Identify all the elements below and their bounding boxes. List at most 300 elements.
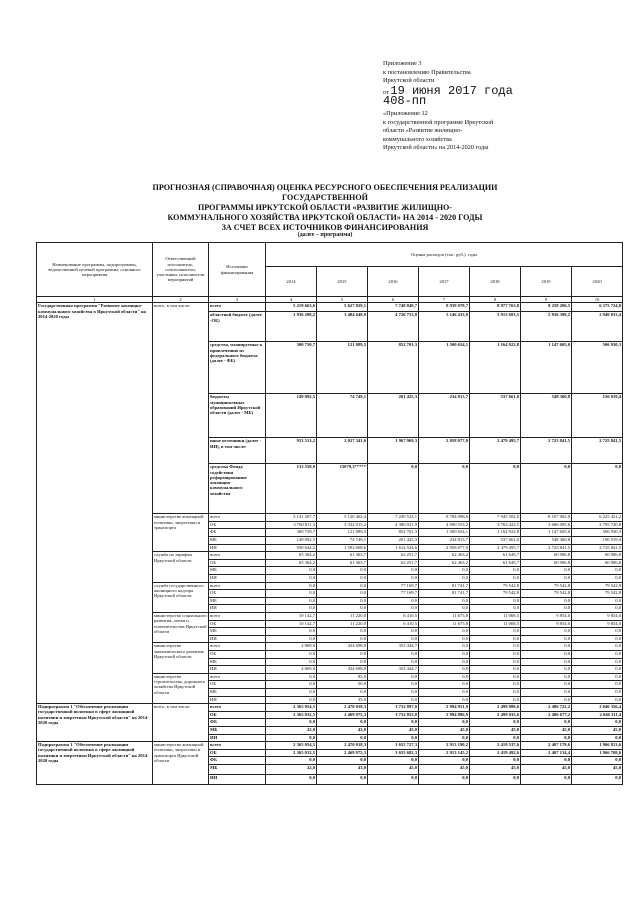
source-cell: областной бюджет (далее -ОБ) [209,312,266,342]
value-cell: 22,0 [266,726,317,734]
value-cell: 2 486 677,2 [521,711,572,719]
value-cell: 0,0 [317,658,368,666]
subprogram-name-cell: Подпрограмма 1 "Обеспечение реализации государственной политики в сфере жилищной политики и энергетики Иркутской области" на 2014-2020 годы [37,742,153,785]
col-expenses-header: Оценка расходов (тыс. руб.), годы [266,243,623,267]
value-cell: 0,0 [470,681,521,689]
source-cell: МБ [209,597,266,605]
source-cell: МБ [209,628,266,636]
value-cell: 5 146 433,9 [419,312,470,342]
value-cell: 4 380 021,9 [368,521,419,529]
value-cell: 62 251,7 [368,559,419,567]
value-cell: 79 542,8 [521,590,572,598]
value-cell: 45,0 [419,726,470,734]
table-row [37,704,623,712]
source-cell: всего [209,613,266,621]
column-number: 6 [368,297,419,303]
resource-table [36,242,623,785]
value-cell: 0,0 [470,650,521,658]
value-cell: 45,0 [368,764,419,774]
table-row [37,742,623,750]
value-cell: 0,0 [521,666,572,674]
source-cell: МБ [209,658,266,666]
appendix12-label: «Приложение 12 [383,109,428,117]
value-cell: 0,0 [521,658,572,666]
value-cell: 0,0 [266,757,317,765]
value-cell: 0,0 [368,464,419,514]
value-cell: 0,0 [266,597,317,605]
source-cell: ОБ [209,749,266,757]
value-cell: 1 500 654,1 [419,342,470,394]
value-cell: 74 749,1 [317,537,368,545]
value-cell: 0,0 [419,666,470,674]
value-cell: 85,0 [317,673,368,681]
value-cell: 0,0 [521,635,572,643]
value-cell: 0,0 [521,597,572,605]
value-cell: 0,0 [419,673,470,681]
value-cell: 537 661,0 [470,537,521,545]
value-cell: 9 854,0 [572,613,623,621]
value-cell: 3 836 298,2 [266,312,317,342]
value-cell: 196 919,4 [572,537,623,545]
value-cell: 3 332 015,2 [317,521,368,529]
column-number: 8 [470,297,521,303]
value-cell: 0,0 [572,650,623,658]
value-cell: 0,0 [368,658,419,666]
value-cell: 2 470 018,3 [317,742,368,750]
value-cell: 0,0 [419,757,470,765]
value-cell: 60 906,8 [521,552,572,560]
value-cell: 0,0 [572,734,623,742]
value-cell: 0,0 [572,774,623,784]
value-cell: 201 425,3 [368,537,419,545]
value-cell: 0,0 [266,628,317,636]
value-cell: 0,0 [470,774,521,784]
value-cell: 0,0 [572,658,623,666]
value-cell: 0,0 [521,628,572,636]
value-cell: 1 966 813,6 [572,742,623,750]
value-cell: 0,0 [317,688,368,696]
value-cell: 234 813,7 [419,394,470,438]
value-cell: 121 089,5 [317,342,368,394]
value-cell: 2 725 841,5 [572,544,623,552]
source-cell: всего [209,514,266,522]
value-cell: 0,0 [266,774,317,784]
appendix-label: Приложение 3 [383,60,422,67]
value-cell: 2 407 179,6 [521,742,572,750]
value-cell: 62 463,2 [419,552,470,560]
value-cell: 1 500 654,1 [419,529,470,537]
source-cell: ОБ [209,590,266,598]
value-cell: 45,0 [368,726,419,734]
title-line: ПРОГНОЗНАЯ (СПРАВОЧНАЯ) ОЦЕНКА РЕСУРСНОГО ОБЕСПЕЧЕНИЯ РЕАЛИЗАЦИИ ГОСУДАРСТВЕННОЙ [152,183,498,202]
value-cell: 45,0 [419,764,470,774]
value-cell: 2 913 190,2 [419,742,470,750]
resolution-number: 408-пп [383,94,427,109]
value-cell: 11 220,0 [317,620,368,628]
value-cell: 2 470 018,3 [317,704,368,712]
value-cell: 548 360,8 [521,537,572,545]
value-cell: 9 854,0 [521,620,572,628]
column-number: 4 [266,297,317,303]
value-cell: 0,0 [419,605,470,613]
source-cell: ОБ [209,521,266,529]
value-cell: 79 542,8 [470,590,521,598]
source-cell: ИИ [209,605,266,613]
value-cell: 933 513,2 [266,438,317,464]
value-cell: 11 675,8 [419,620,470,628]
value-cell: 0,0 [470,658,521,666]
value-cell: 0,0 [521,673,572,681]
value-cell: 0,0 [317,575,368,583]
value-cell: 0,0 [368,650,419,658]
value-cell: 11 675,8 [419,613,470,621]
value-cell: 2 869,0 [266,643,317,651]
source-cell: ИИ [209,666,266,674]
value-cell: 537 661,0 [470,394,521,438]
value-cell: 7 748 849,7 [368,303,419,312]
value-cell: 0,0 [419,650,470,658]
value-cell: 1 147 605,0 [521,529,572,537]
value-cell: 133 558,0 [266,464,317,514]
value-cell: 0,0 [521,575,572,583]
executor-cell: министерство экономического развития Иркутской области [153,643,209,673]
value-cell: 7 945 502,0 [470,514,521,522]
value-cell: 0,0 [521,688,572,696]
value-cell: 0,0 [419,635,470,643]
value-cell: 22,0 [266,764,317,774]
value-cell: 353 444,7 [368,643,419,651]
col-executor-header: Ответственный исполнитель, соисполнители, участники, исполнители мероприятий [153,243,209,297]
value-cell: 0,0 [317,734,368,742]
source-cell: ФБ [209,757,266,765]
year-header: 2015 [317,267,368,297]
program-ref-line: области «Развитие жилищно- [383,127,463,135]
column-number: 2 [153,297,209,303]
value-cell: 506 930,3 [572,529,623,537]
value-cell: 0,0 [266,590,317,598]
value-cell: 0,0 [419,681,470,689]
value-cell: 60 906,8 [572,559,623,567]
value-cell: 0,0 [521,605,572,613]
value-cell: 45,0 [470,764,521,774]
source-cell: МБ [209,537,266,545]
value-cell: 60 906,8 [521,559,572,567]
value-cell: 0,0 [572,628,623,636]
value-cell: 65 364,2 [266,552,317,560]
value-cell: 0,0 [521,734,572,742]
value-cell: 61 649,7 [470,552,521,560]
value-cell: 434 698,0 [317,643,368,651]
source-cell: всего [209,673,266,681]
value-cell: 2 725 841,5 [521,544,572,552]
value-cell: 9 854,0 [521,613,572,621]
value-cell: 3 404 648,9 [317,312,368,342]
value-cell: 0,0 [572,605,623,613]
column-number: 3 [209,297,266,303]
year-header: 2018 [470,267,521,297]
value-cell: 2 994 886,9 [419,711,470,719]
value-cell: 2 365 054,5 [266,742,317,750]
title-line: ЗА СЧЕТ ВСЕХ ИСТОЧНИКОВ ФИНАНСИРОВАНИЯ [221,223,429,232]
value-cell: 11 068,5 [470,620,521,628]
source-cell: иные источники (далее - ИИ), в том числе: [209,438,266,464]
source-cell: МБ [209,764,266,774]
value-cell: 0,0 [419,643,470,651]
value-cell: 81 741,7 [419,582,470,590]
value-cell: 5 141 307,7 [266,514,317,522]
program-name-cell: Государственная программа "Развитие жилищно-коммунального хозяйства в Иркутской области" на 2014-2020 годы [37,303,153,704]
column-number: 10 [572,297,623,303]
value-cell: 0,0 [521,757,572,765]
source-cell: всего [209,303,266,312]
value-cell: 0,0 [266,681,317,689]
value-cell: 0,0 [419,696,470,704]
value-cell: 2 479 495,7 [470,438,521,464]
source-cell: ФБ [209,719,266,727]
value-cell: 0,0 [572,673,623,681]
program-ref-line: коммунального хозяйства [383,135,452,143]
resolution-date: от 19 июня 2017 года [383,83,513,98]
value-cell: 5 836 399,2 [521,312,572,342]
value-cell: 2 027 341,6 [317,438,368,464]
value-cell: 1 164 922,8 [470,342,521,394]
program-ref-line: Иркутской области» на 2014-2020 годы [383,144,489,152]
value-cell: 79 542,8 [470,582,521,590]
value-cell: 10 142,7 [266,620,317,628]
value-cell: 0,0 [266,582,317,590]
value-cell: 11 220,0 [317,613,368,621]
value-cell: 2 795 720,8 [572,521,623,529]
source-cell: всего [209,582,266,590]
executor-cell: всего, в том числе: [153,303,209,514]
value-cell: 234 813,7 [419,537,470,545]
value-cell: 0,0 [368,681,419,689]
value-cell: 0,0 [266,696,317,704]
source-cell: ИИ [209,696,266,704]
value-cell: 0,0 [572,757,623,765]
value-cell: 77 169,7 [368,590,419,598]
year-header: 2016 [368,267,419,297]
executor-cell: всего, в том числе: [153,704,209,742]
value-cell: 0,0 [419,688,470,696]
value-cell: 156 919,4 [572,394,623,438]
source-cell: ОБ [209,711,266,719]
value-cell: 0,0 [470,734,521,742]
source-cell: ИИ [209,774,266,784]
value-cell: 0,0 [317,774,368,784]
executor-cell: министерство жилищной политики, энергетики и транспорта Иркутской области [153,742,209,785]
value-cell: 6 225 421,2 [572,514,623,522]
value-cell: 1 966 768,6 [572,749,623,757]
value-cell: 0,0 [266,635,317,643]
value-cell: 2 058 077,0 [419,544,470,552]
source-cell: средства, планируемые к привлечению из федерального бюджета (далее - ФБ) [209,342,266,394]
value-cell: 79 542,8 [521,582,572,590]
value-cell: 0,0 [470,688,521,696]
value-cell: 2 486 722,2 [521,704,572,712]
value-cell: 0,0 [419,774,470,784]
source-cell: ОБ [209,559,266,567]
value-cell: 10 142,7 [266,613,317,621]
value-cell: 0,0 [572,719,623,727]
page-title [140,183,510,233]
value-cell: 2 058 077,0 [419,438,470,464]
value-cell: 0,0 [521,643,572,651]
resolution-label: к постановлению Правительства [383,68,471,76]
source-cell: МБ [209,567,266,575]
value-cell: 0,0 [266,734,317,742]
value-cell: 0,0 [521,719,572,727]
executor-cell: министерство жилищной политики, энергетики и транспорта [153,514,209,552]
value-cell: 2 725 841,5 [521,438,572,464]
value-cell: 6 410,5 [368,620,419,628]
value-cell: 3 686 095,6 [521,521,572,529]
value-cell: 0,0 [368,628,419,636]
value-cell: 0,0 [317,757,368,765]
value-cell: 300 750,7 [266,342,317,394]
source-cell: МБ [209,688,266,696]
value-cell: 81 741,7 [419,590,470,598]
value-cell: 0,0 [470,673,521,681]
value-cell: 0,0 [470,567,521,575]
source-cell: всего [209,552,266,560]
value-cell: 8 939 978,7 [419,303,470,312]
executor-cell: служба по тарифам Иркутской области [153,552,209,582]
value-cell: 45,0 [521,764,572,774]
value-cell: 2 419 492,6 [470,749,521,757]
value-cell: 0,0 [470,696,521,704]
value-cell: 0,0 [368,605,419,613]
value-cell: 0,0 [368,635,419,643]
value-cell: 3 655 682,3 [368,749,419,757]
col-source-header: Источники финансирования [209,243,266,297]
value-cell: 43,0 [317,726,368,734]
value-cell: 0,0 [521,650,572,658]
value-cell: 0,0 [317,590,368,598]
value-cell: 0,0 [317,567,368,575]
value-cell: 930 644,2 [266,544,317,552]
value-cell: 0,0 [572,567,623,575]
value-cell: 1 164 922,8 [470,529,521,537]
value-cell: 0,0 [419,734,470,742]
value-cell: 353 444,7 [368,666,419,674]
value-cell: 3 655 727,3 [368,742,419,750]
value-cell: 3 915 683,5 [470,312,521,342]
title-line: КОММУНАЛЬНОГО ХОЗЯЙСТВА ИРКУТСКОЙ ОБЛАСТИ» НА 2014 - 2020 ГОДЫ [167,213,483,222]
value-cell: 0,0 [368,696,419,704]
value-cell: 60 906,8 [572,552,623,560]
col-program-header: Наименование программы, подпрограммы, ведомственной целевой программы, основного мероприятия [37,243,153,297]
value-cell: 0,0 [572,681,623,689]
value-cell: 1 967 969,3 [368,438,419,464]
value-cell: 0,0 [572,688,623,696]
value-cell: 2 046 311,4 [572,711,623,719]
value-cell: 0,0 [368,673,419,681]
executor-cell: министерство строительства, дорожного хозяйства Иркутской области [153,673,209,703]
source-cell: ИИ [209,635,266,643]
value-cell: 0,0 [317,597,368,605]
value-cell: 0,0 [317,628,368,636]
source-cell: ИИ [209,544,266,552]
source-cell: ОБ [209,650,266,658]
value-cell: 6 410,5 [368,613,419,621]
title-line: ПРОГРАММЫ ИРКУТСКОЙ ОБЛАСТИ «РАЗВИТИЕ ЖИЛИЩНО- [197,203,452,212]
value-cell: 149 092,5 [266,537,317,545]
value-cell: 2 913 145,2 [419,749,470,757]
value-cell: 0,0 [419,567,470,575]
value-cell: 2 365 032,5 [266,711,317,719]
subprogram-name-cell: Подпрограмма 1 "Обеспечение реализации государственной политики в сфере жилищной политики и энергетики Иркутской области" на 2014-2020 годы [37,704,153,742]
value-cell: 2 365 054,5 [266,704,317,712]
value-cell: 5 120 462,4 [317,514,368,522]
value-cell: 300 739,7 [266,529,317,537]
value-cell: 79 542,8 [572,590,623,598]
source-cell: ОБ [209,620,266,628]
value-cell: 0,0 [266,688,317,696]
value-cell: 0,0 [266,575,317,583]
source-cell: всего [209,704,266,712]
value-cell: 0,0 [419,575,470,583]
value-cell: 506 930,3 [572,342,623,394]
value-cell: 0,0 [419,658,470,666]
value-cell: 0,0 [419,597,470,605]
source-cell: ОБ [209,681,266,689]
column-number: 7 [419,297,470,303]
value-cell: 0,0 [572,575,623,583]
value-cell: 2 479 495,7 [470,544,521,552]
value-cell: 434 698,0 [317,666,368,674]
value-cell: 0,0 [572,597,623,605]
source-cell: ИИ [209,734,266,742]
value-cell: 0,0 [368,688,419,696]
value-cell: 65 364,2 [266,559,317,567]
value-cell: 0,0 [470,719,521,727]
value-cell: 0,0 [266,719,317,727]
value-cell: 0,0 [470,643,521,651]
value-cell: 74 749,1 [317,394,368,438]
value-cell: 2 869,0 [266,666,317,674]
value-cell: 0,0 [470,464,521,514]
value-cell: 0,0 [266,673,317,681]
value-cell: 45,0 [572,764,623,774]
value-cell: 2 499 035,6 [470,711,521,719]
value-cell: 149 092,5 [266,394,317,438]
region-label: Иркутской области [383,77,435,85]
value-cell: 0,0 [470,605,521,613]
executor-cell: служба государственного жилищного надзора Иркутской области [153,582,209,612]
column-number: 5 [317,297,368,303]
value-cell: 1 147 605,0 [521,342,572,394]
column-number: 1 [37,297,153,303]
value-cell: 0,0 [521,567,572,575]
source-cell: всего [209,643,266,651]
year-header: 2014 [266,267,317,297]
value-cell: 2 365 032,5 [266,749,317,757]
value-cell: 11 068,5 [470,613,521,621]
year-header: 2020 [572,267,623,297]
value-cell: 62 251,7 [368,552,419,560]
value-cell: 0,0 [266,650,317,658]
value-cell: 1 592 608,6 [317,544,368,552]
program-ref-line: к государственной программе Иркутской [383,118,494,126]
value-cell: 2 940 033,4 [572,312,623,342]
value-cell: 0,0 [419,628,470,636]
value-cell: 4 726 753,8 [368,312,419,342]
value-cell: 2 725 841,5 [572,438,623,464]
value-cell: 2 994 931,9 [419,704,470,712]
value-cell: 0,0 [521,464,572,514]
value-cell: 0,0 [317,582,368,590]
